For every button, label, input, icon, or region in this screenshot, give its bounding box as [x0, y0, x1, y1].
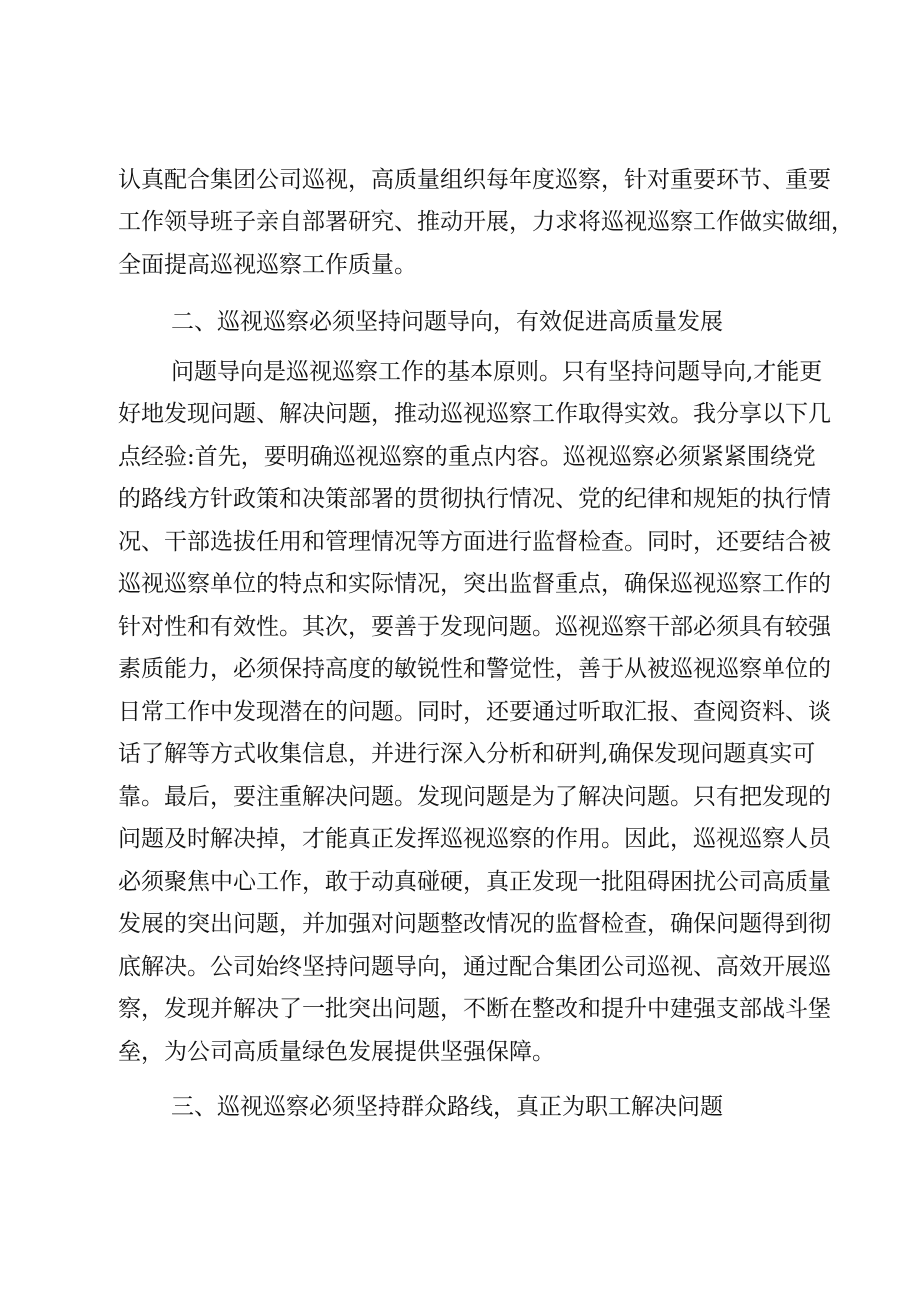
section-heading: 二、巡视巡察必须坚持问题导向，有效促进高质量发展: [171, 309, 723, 335]
paragraph-line: 垒，为公司高质量绿色发展提供坚强保障。: [118, 1039, 555, 1065]
paragraph-line: 素质能力，必须保持高度的敏锐性和警觉性，善于从被巡视巡察单位的: [118, 656, 831, 682]
paragraph-line: 察，发现并解决了一批突出问题，不断在整改和提升中建强支部战斗堡: [118, 996, 831, 1022]
paragraph-line: 全面提高巡视巡察工作质量。: [118, 252, 417, 278]
paragraph-line: 点经验:首先，要明确巡视巡察的重点内容。巡视巡察必须紧紧围绕党: [118, 444, 816, 470]
paragraph-line: 况、干部选拔任用和管理情况等方面进行监督检查。同时，还要结合被: [118, 529, 831, 555]
paragraph-line: 巡视巡察单位的特点和实际情况，突出监督重点，确保巡视巡察工作的: [118, 571, 831, 597]
paragraph-line: 必须聚焦中心工作，敢于动真碰硬，真正发现一批阻碍困扰公司高质量: [118, 869, 831, 895]
paragraph-line: 问题及时解决掉，才能真正发挥巡视巡察的作用。因此，巡视巡察人员: [118, 826, 831, 852]
paragraph-line: 靠。最后，要注重解决问题。发现问题是为了解决问题。只有把发现的: [118, 784, 831, 810]
section-heading: 三、巡视巡察必须坚持群众路线，真正为职工解决问题: [171, 1094, 723, 1120]
paragraph-line: 的路线方针政策和决策部署的贯彻执行情况、党的纪律和规矩的执行情: [118, 486, 831, 512]
paragraph-line: 针对性和有效性。其次，要善于发现问题。巡视巡察干部必须具有较强: [118, 614, 831, 640]
paragraph-line: 认真配合集团公司巡视，高质量组织每年度巡察，针对重要环节、重要: [118, 167, 831, 193]
paragraph-line: 好地发现问题、解决问题，推动巡视巡察工作取得实效。我分享以下几: [118, 401, 831, 427]
paragraph-line: 发展的突出问题，并加强对问题整改情况的监督检查，确保问题得到彻: [118, 911, 831, 937]
paragraph-line: 问题导向是巡视巡察工作的基本原则。只有坚持问题导向,才能更: [171, 359, 823, 385]
paragraph-line: 日常工作中发现潜在的问题。同时，还要通过听取汇报、查阅资料、谈: [118, 699, 831, 725]
paragraph-line: 工作领导班子亲自部署研究、推动开展，力求将巡视巡察工作做实做细，: [118, 209, 854, 235]
paragraph-line: 话了解等方式收集信息，并进行深入分析和研判,确保发现问题真实可: [118, 741, 816, 767]
paragraph-line: 底解决。公司始终坚持问题导向，通过配合集团公司巡视、高效开展巡: [118, 954, 831, 980]
